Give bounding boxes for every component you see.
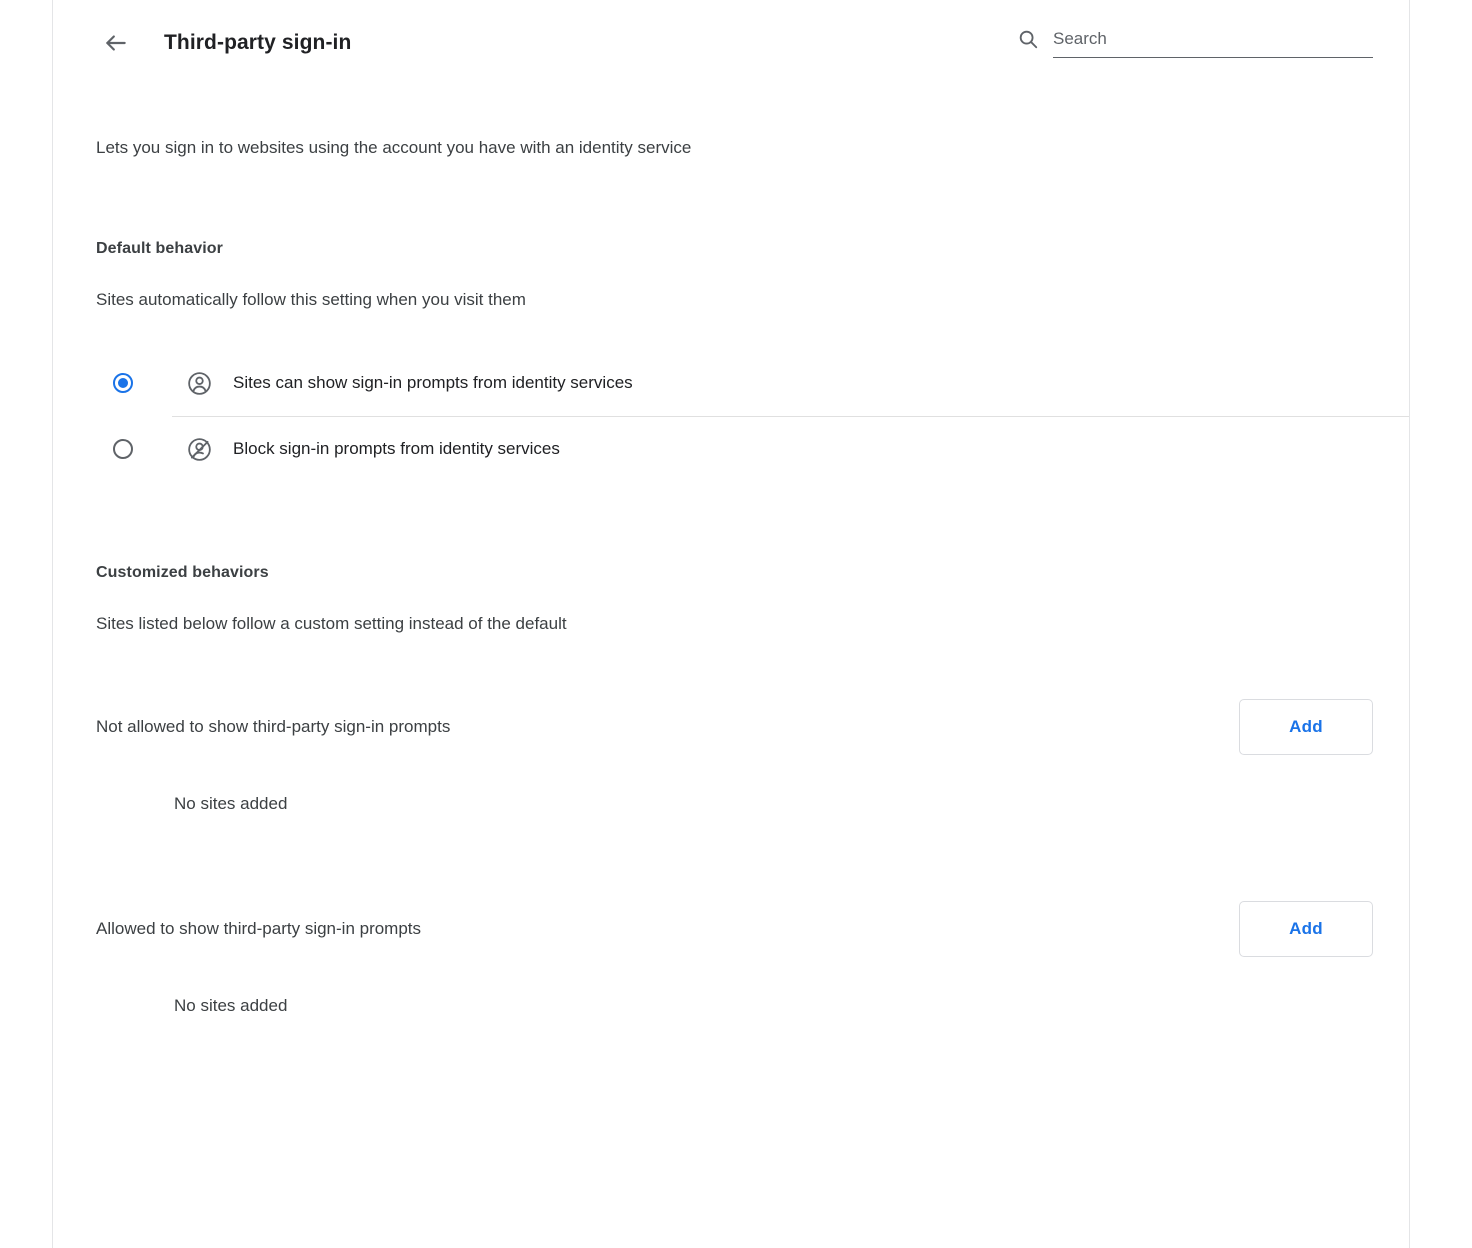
radio-row-block[interactable]	[96, 416, 1409, 482]
exception-label-allowed: Allowed to show third-party sign-in prompts	[96, 919, 422, 938]
add-button-allowed[interactable]: Add	[1239, 901, 1373, 957]
page-gutter-left	[0, 0, 53, 1248]
radio-button-allow[interactable]	[113, 373, 133, 393]
settings-content	[53, 0, 1409, 1248]
radio-label-block: Block sign-in prompts from identity services	[233, 439, 560, 458]
default-behavior-subtitle: Sites automatically follow this setting when you visit them	[96, 290, 526, 309]
arrow-back-icon	[103, 30, 129, 56]
empty-state-allowed: No sites added	[174, 996, 288, 1015]
customized-behaviors-title: Customized behaviors	[96, 564, 269, 581]
person-circle-icon	[185, 369, 213, 397]
page-title: Third-party sign-in	[164, 31, 352, 54]
row-divider	[172, 416, 1409, 417]
default-behavior-title: Default behavior	[96, 240, 223, 257]
search-input[interactable]	[1053, 27, 1373, 58]
person-blocked-icon	[185, 435, 213, 463]
search-icon[interactable]	[1015, 26, 1041, 52]
search-container	[1015, 26, 1373, 60]
exception-header	[96, 696, 1409, 758]
intro-description: Lets you sign in to websites using the account you have with an identity service	[96, 138, 692, 157]
spacer	[96, 814, 1409, 898]
settings-body	[53, 138, 1409, 1016]
radio-button-block[interactable]	[113, 439, 133, 459]
empty-state-not-allowed: No sites added	[174, 794, 288, 813]
page-header	[53, 0, 1409, 86]
exception-label-not-allowed: Not allowed to show third-party sign-in prompts	[96, 717, 451, 736]
customized-behaviors-subtitle: Sites listed below follow a custom setting instead of the default	[96, 614, 567, 633]
spacer	[96, 634, 1409, 696]
page-gutter-right	[1409, 0, 1472, 1248]
exception-header	[96, 898, 1409, 960]
radio-row-allow[interactable]	[96, 350, 1409, 416]
back-button[interactable]	[96, 23, 136, 63]
exception-group-allowed	[96, 898, 1409, 1016]
exception-group-not-allowed	[96, 696, 1409, 814]
add-button-not-allowed[interactable]: Add	[1239, 699, 1373, 755]
default-behavior-radio-group	[96, 350, 1409, 482]
radio-label-allow: Sites can show sign-in prompts from identity services	[233, 373, 633, 392]
